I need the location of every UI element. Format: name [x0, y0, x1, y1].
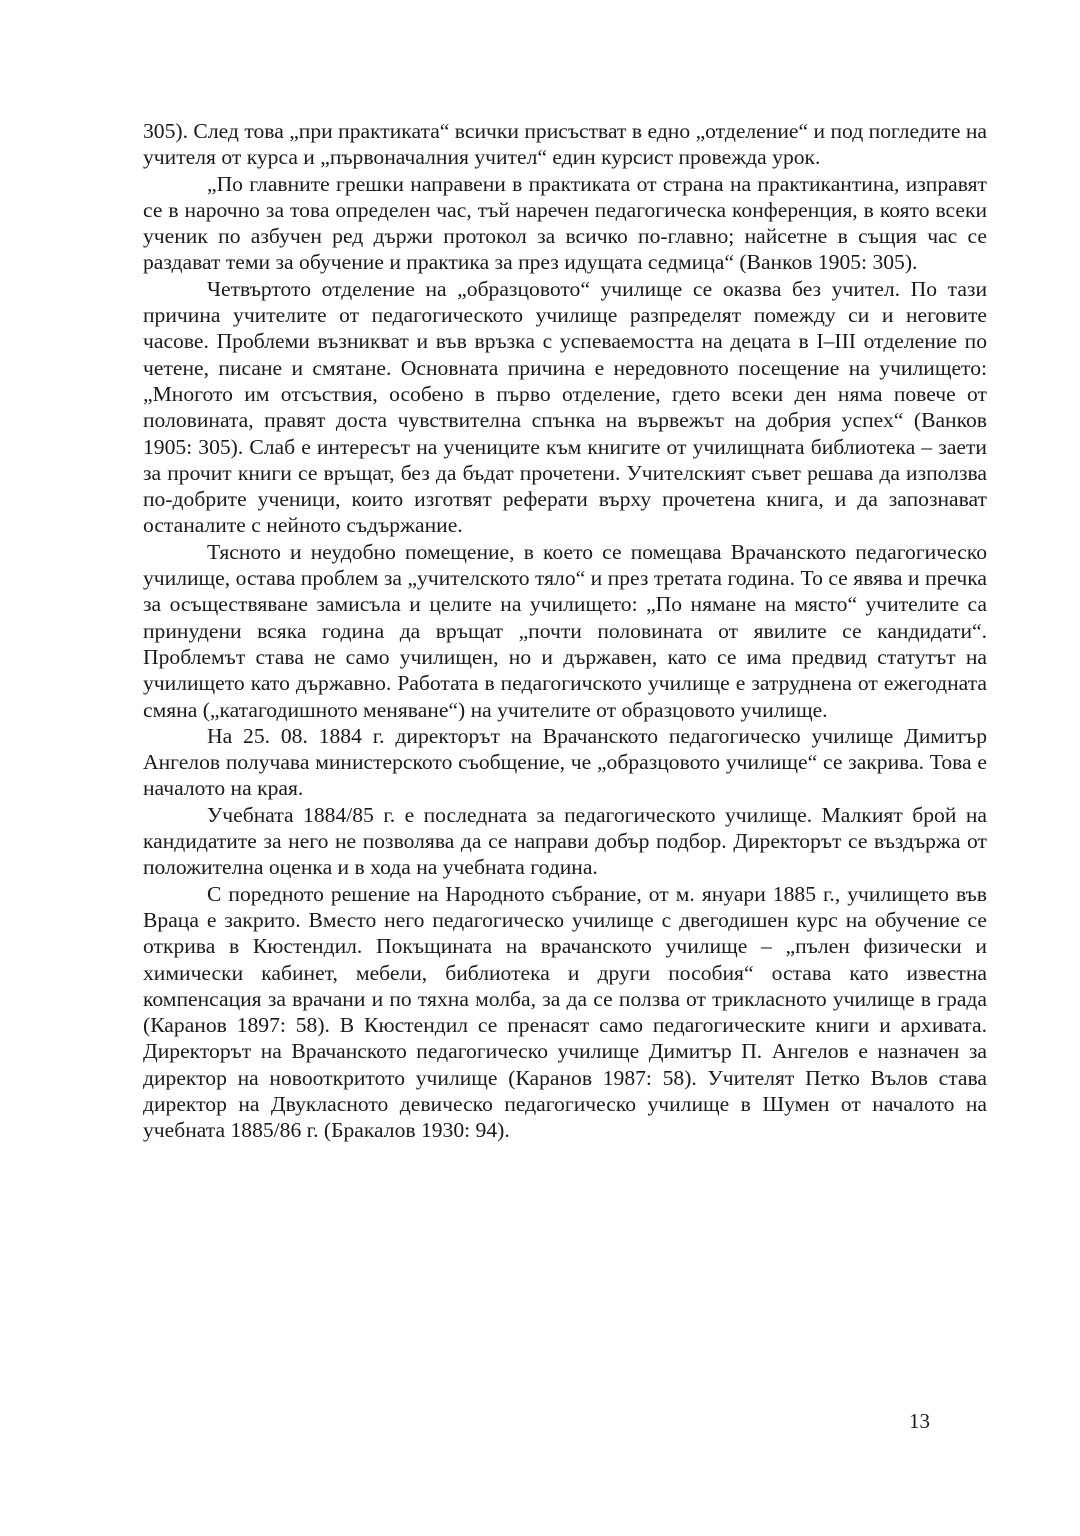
paragraph-kyustendil: С поредното решение на Народното събрание, от м. януари 1885 г., училището във Враца е закрито. Вместо него педагогическо училище с двегодишен курс на обучение се открива в Кюстендил. Покъщината на врачанското училище – „пълен физически и химически кабинет, мебели, библиотека и други пособия“ остава като известна компенсация за врачани и по тяхна молба, за да се ползва от трикласното училище в града (Каранов 1897: 58). В Кюстендил се пренасят само педагогическите книги и архивата. Директорът на Врачанското педагогическо училище Димитър П. Ангелов е назначен за директор на новооткритото училище (Каранов 1987: 58). Учителят Петко Вълов става директор на Двукласното девическо педагогическо училище в Шумен от началото на учебната 1885/86 г. (Бракалов 1930: 94). [143, 881, 987, 1143]
paragraph-last-year: Учебната 1884/85 г. е последната за педагогическото училище. Малкият брой на кандидатите за него не позволява да се направи добър подбор. Директорът се въздържа от положителна оценка и в хода на учебната година. [143, 802, 987, 880]
paragraph-quote-conference: „По главните грешки направени в практиката от страна на практикантина, изправят се в нарочно за това определен час, тъй наречен педагогическа конференция, в която всеки ученик по азбучен ред държи протокол за всичко по-главно; найсетне в същия час се раздават теми за обучение и практика за през идущата седмица“ (Ванков 1905: 305). [143, 171, 987, 275]
paragraph-building: Тясното и неудобно помещение, в което се помещава Врачанското педагогическо училище, остава проблем за „учителското тяло“ и през третата година. То се явява и пречка за осъществяване замисъла и целите на училището: „По нямане на място“ учителите са принудени всяка година да връщат „почти половината от явилите се кандидати“. Проблемът става не само училищен, но и държавен, като се има предвид статутът на училището като държавно. Работата в педагогичското училище е затруднена от ежегодната смяна („катагодишното меняване“) на учителите от образцовото училище. [143, 539, 987, 722]
page-body [143, 118, 987, 1144]
paragraph-closure-notice: На 25. 08. 1884 г. директорът на Врачанското педагогическо училище Димитър Ангелов получава министерското съобщение, че „образцовото училище“ се закрива. Това е началото на края. [143, 723, 987, 801]
paragraph-continued: 305). След това „при практиката“ всички присъстват в едно „отделение“ и под погледите на учителя от курса и „първоначалния учител“ един курсист провежда урок. [143, 119, 987, 170]
paragraph-fourth-division: Четвъртото отделение на „образцовото“ училище се оказва без учител. По тази причина учителите от педагогическото училище разпределят помежду си и неговите часове. Проблеми възникват и във връзка с успеваемостта на децата в I–III отделение по четене, писане и смятане. Основната причина е нередовното посещение на училището: „Многото им отсъствия, особено в първо отделение, гдето всеки ден няма повече от половината, правят доста чувствителна спънка на вървежът на добрия успех“ (Ванков 1905: 305). Слаб е интересът на учениците към книгите от училищната библиотека – заети за прочит книги се връщат, без да бъдат прочетени. Учителският съвет решава да използва по-добрите ученици, които изготвят реферати върху прочетена книга, и да запознават останалите с нейното съдържание. [143, 276, 987, 538]
page-number: 13 [909, 1409, 930, 1433]
